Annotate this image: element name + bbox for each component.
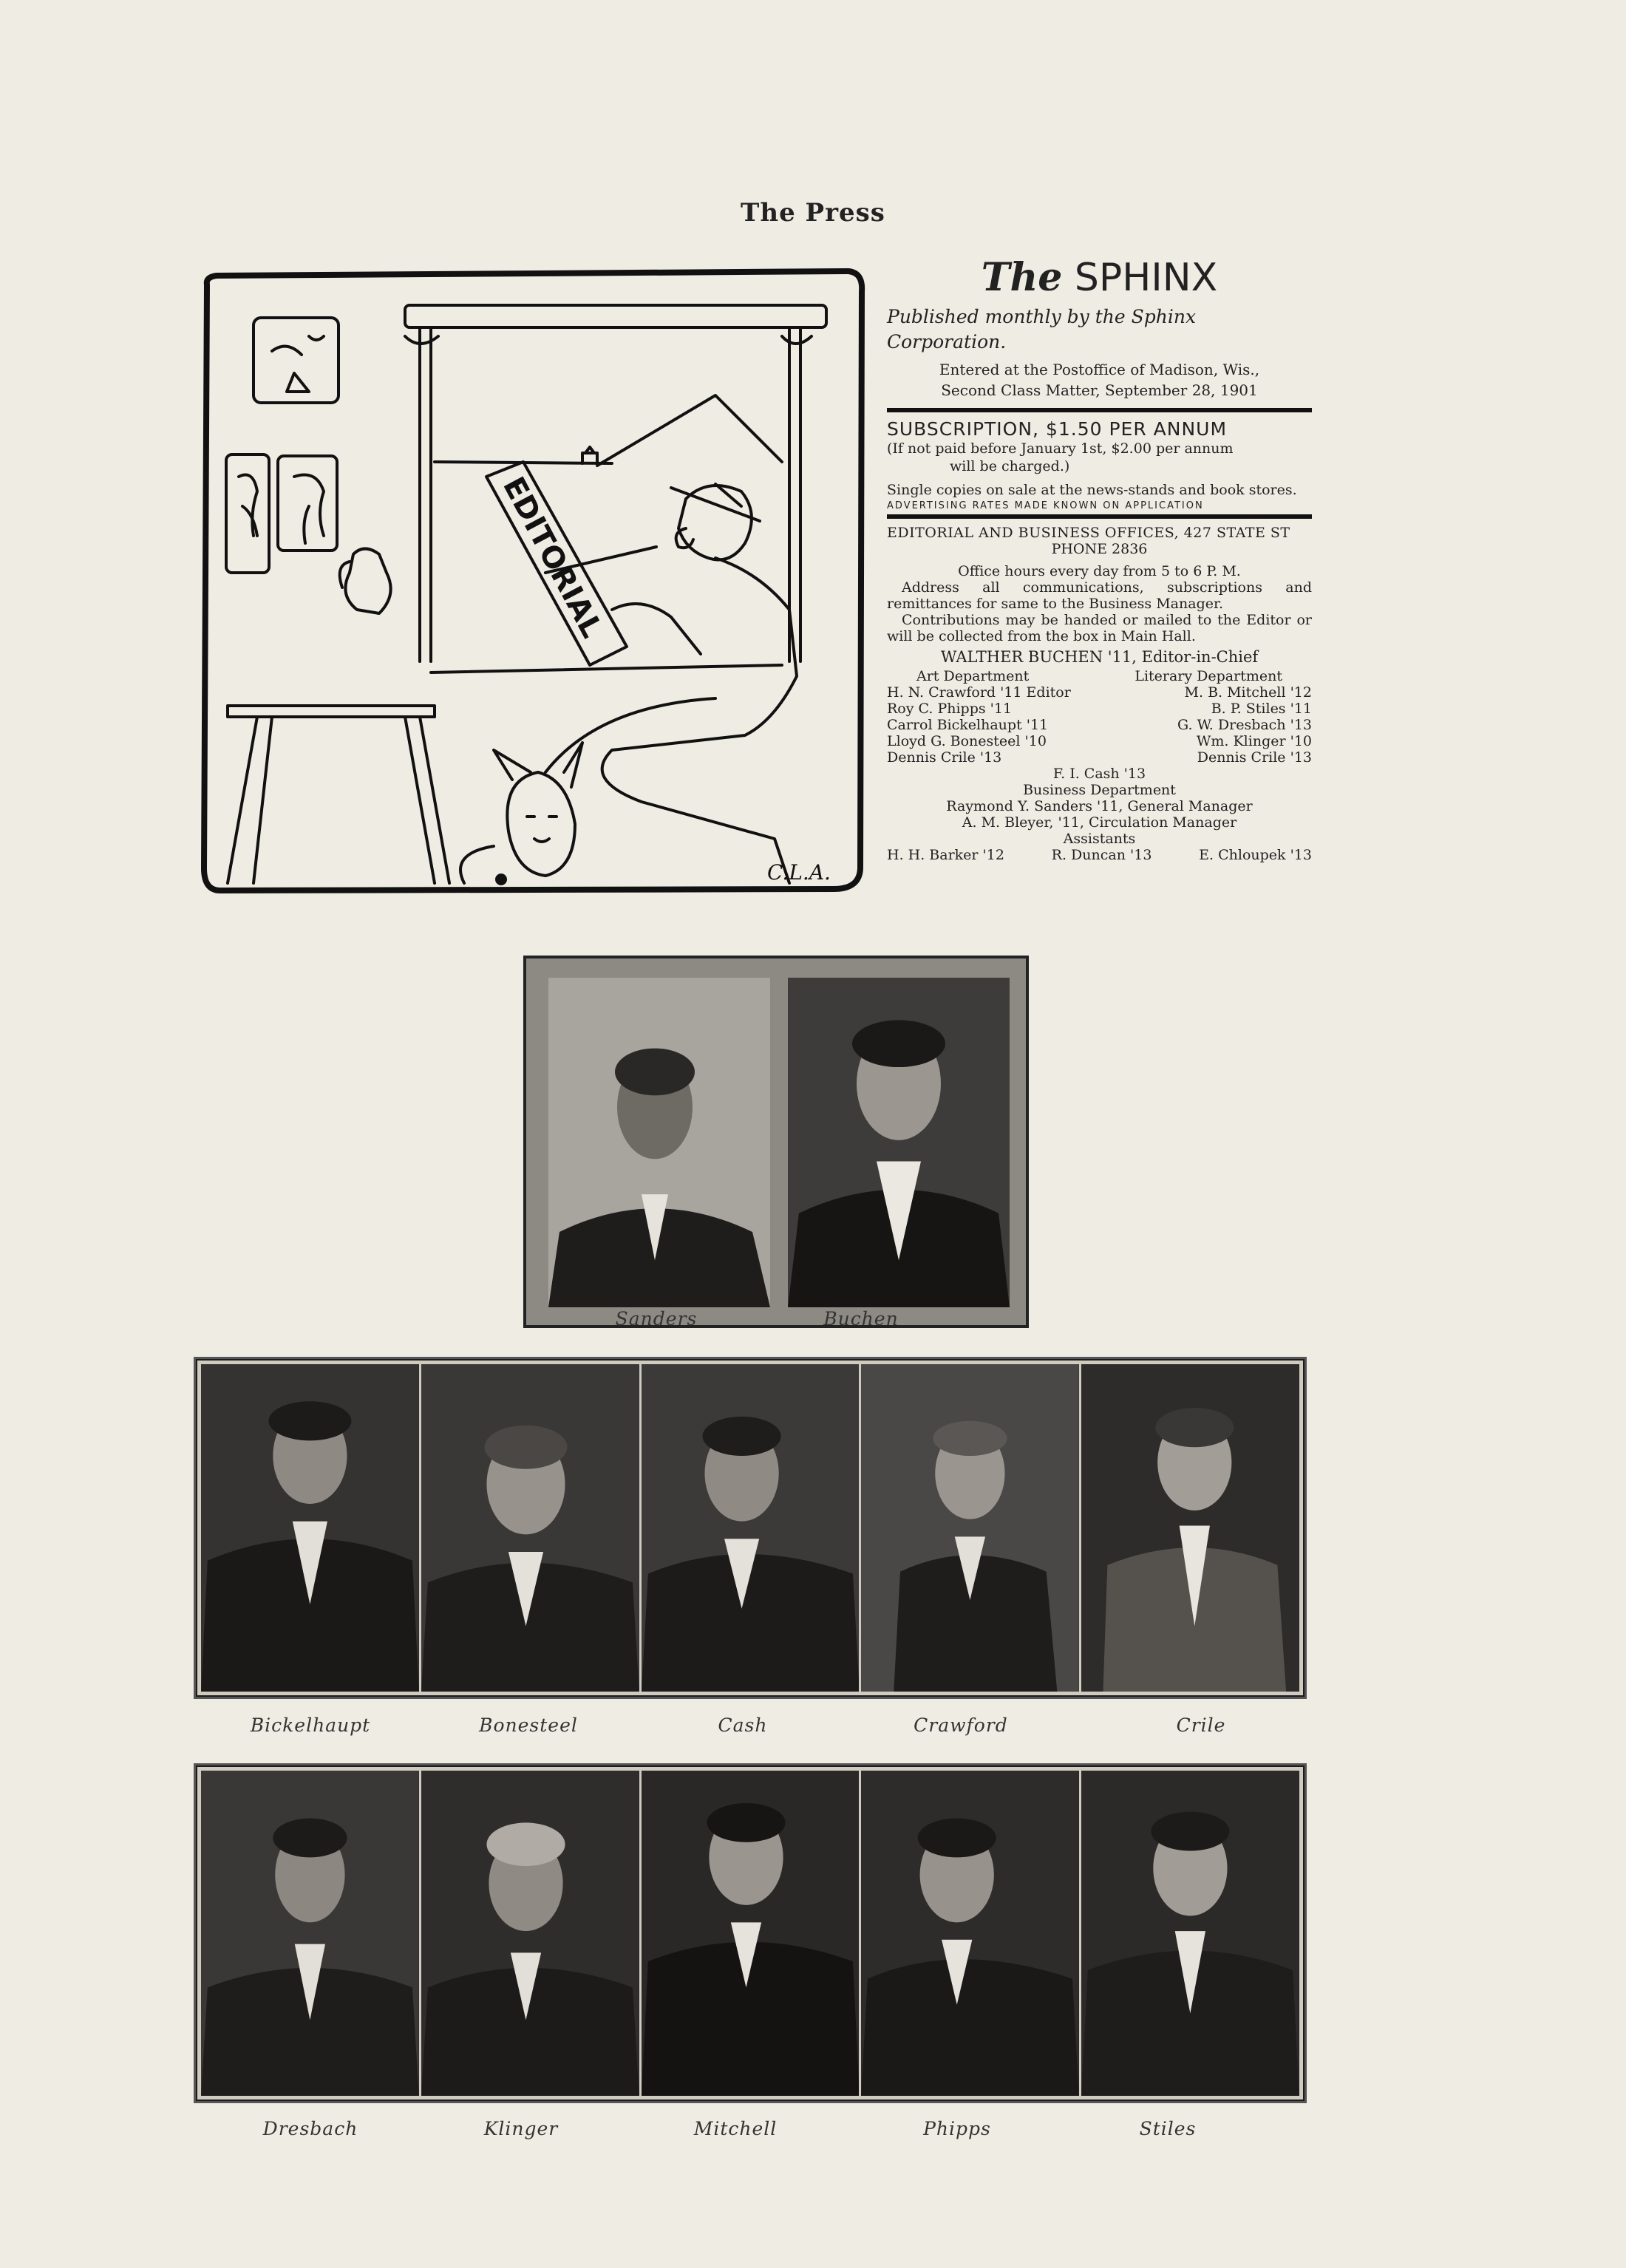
portrait-photo [642, 1771, 862, 2096]
caption-dresbach: Dresbach [262, 2118, 358, 2139]
artist-signature: C.L.A. [767, 860, 831, 885]
portrait-photo [1081, 1771, 1299, 2096]
assistants-list [887, 847, 1312, 863]
caption-klinger: Klinger [483, 2118, 559, 2139]
photo-panel-managers [523, 956, 1029, 1328]
caption-crile: Crile [1176, 1714, 1226, 1736]
portrait-photo [788, 978, 1010, 1307]
caption-bickelhaupt: Bickelhaupt [250, 1714, 371, 1736]
business-department-label: Business Department [1023, 782, 1176, 798]
late-payment-line-1: (If not paid before January 1st, $2.00 per annum [887, 440, 1234, 457]
published-line: Published monthly by the Sphinx Corporation. [887, 306, 1197, 353]
address-note: Address all communications, subscriptions and remittances for same to the Business Manager. [887, 579, 1312, 612]
caption-buchen: Buchen [823, 1308, 899, 1329]
literary-department-label: Literary Department [1135, 668, 1282, 684]
divider [887, 408, 1312, 412]
running-head: The Press [741, 198, 885, 228]
masthead-title [887, 255, 1312, 300]
caption-phipps: Phipps [923, 2118, 991, 2139]
portrait-photo [861, 1771, 1081, 2096]
portrait-photo [1081, 1364, 1299, 1692]
editorial-cartoon [198, 262, 871, 898]
caption-mitchell: Mitchell [693, 2118, 778, 2139]
assistant-name: R. Duncan '13 [1051, 847, 1152, 863]
masthead [887, 255, 1312, 863]
caption-cash: Cash [718, 1714, 768, 1736]
assistants-label: Assistants [1063, 831, 1136, 847]
staff-row: Lloyd G. Bonesteel '10 Wm. Klinger '10 [887, 733, 1312, 749]
caption-stiles: Stiles [1139, 2118, 1197, 2139]
staff-row: Dennis Crile '13 Dennis Crile '13 [887, 749, 1312, 766]
caption-sanders: Sanders [615, 1308, 698, 1329]
staff-row: H. N. Crawford '11 Editor M. B. Mitchell '12 [887, 684, 1312, 701]
divider [887, 514, 1312, 519]
staff-row: Roy C. Phipps '11 B. P. Stiles '11 [887, 701, 1312, 717]
editor-in-chief: WALTHER BUCHEN '11, Editor-in-Chief [940, 648, 1259, 666]
art-department-label: Art Department [916, 668, 1030, 684]
portrait-photo [861, 1364, 1081, 1692]
masthead-title-the: The [981, 255, 1063, 300]
portrait-photo [201, 1771, 421, 2096]
cash-line: F. I. Cash '13 [1052, 766, 1146, 782]
late-payment-line-2: will be charged.) [950, 458, 1070, 474]
entered-line-2: Second Class Matter, September 28, 1901 [941, 381, 1258, 399]
photo-panel-row-1 [194, 1357, 1307, 1699]
photo-panel-row-2 [194, 1763, 1307, 2103]
masthead-title-name: SPHINX [1074, 256, 1218, 300]
staff-list [887, 684, 1312, 766]
subscription-line: SUBSCRIPTION, $1.50 PER ANNUM [887, 418, 1228, 440]
department-headers [887, 668, 1312, 684]
staff-row: Carrol Bickelhaupt '11 G. W. Dresbach '13 [887, 717, 1312, 733]
assistant-name: H. H. Barker '12 [887, 847, 1004, 863]
portrait-photo [548, 978, 770, 1307]
offices-line: EDITORIAL AND BUSINESS OFFICES, 427 STATE ST [887, 525, 1290, 541]
single-copies: Single copies on sale at the news-stands and book stores. [887, 482, 1297, 498]
phone-line: PHONE 2836 [1051, 541, 1148, 557]
advertising-line: ADVERTISING RATES MADE KNOWN ON APPLICATION [887, 500, 1204, 511]
portrait-photo [201, 1364, 421, 1692]
caption-bonesteel: Bonesteel [479, 1714, 578, 1736]
caption-crawford: Crawford [914, 1714, 1008, 1736]
portrait-photo [421, 1364, 642, 1692]
office-hours: Office hours every day from 5 to 6 P. M. [958, 563, 1241, 579]
banner-text: EDITORIAL [496, 471, 609, 644]
general-manager-line: Raymond Y. Sanders '11, General Manager [946, 798, 1253, 814]
portrait-photo [421, 1771, 642, 2096]
entered-line-1: Entered at the Postoffice of Madison, Wis., [939, 361, 1260, 378]
contributions-note: Contributions may be handed or mailed to the Editor or will be collected from the box in Main Hall. [887, 612, 1312, 644]
assistant-name: E. Chloupek '13 [1199, 847, 1312, 863]
portrait-photo [642, 1364, 862, 1692]
circulation-manager-line: A. M. Bleyer, '11, Circulation Manager [962, 814, 1237, 831]
